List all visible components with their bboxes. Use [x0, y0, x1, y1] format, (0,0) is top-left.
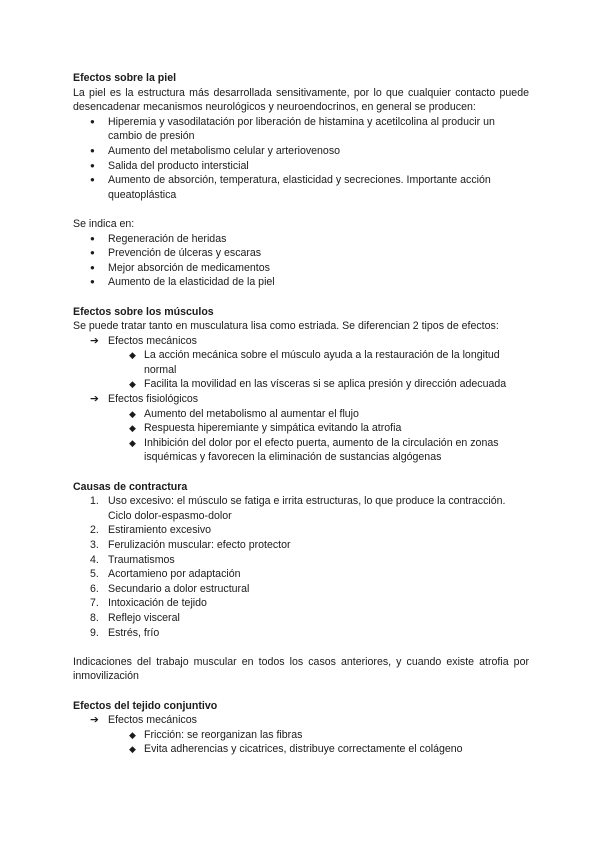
arrow-right-icon: ➔ — [90, 714, 99, 727]
item-number: 5. — [90, 568, 99, 581]
list-item — [73, 626, 529, 641]
item-text: Traumatismos — [108, 553, 175, 566]
item-number: 9. — [90, 626, 99, 639]
arrow-right-icon: ➔ — [90, 334, 99, 347]
piel-effects-list — [73, 115, 529, 203]
list-item: ● Aumento de absorción, temperatura, elasticidad y secreciones. Importante acción queatoplástica — [73, 173, 529, 202]
list-item: ● Prevención de úlceras y escaras — [73, 246, 529, 261]
item-text: Acortamieno por adaptación — [108, 568, 241, 581]
item-number: 7. — [90, 597, 99, 610]
heading-piel: Efectos sobre la piel — [73, 72, 177, 84]
heading-conjuntivo: Efectos del tejido conjuntivo — [73, 699, 218, 712]
item-text: Uso excesivo: el músculo se fatiga e irrita estructuras, lo que produce la contracción. Ciclo dolor-espasmo-dolor — [108, 495, 506, 522]
document-content — [73, 71, 529, 757]
group-label: Efectos fisiológicos — [108, 393, 199, 406]
list-item: ◆ La acción mecánica sobre el músculo ayuda a la restauración de la longitud normal — [73, 348, 529, 377]
causes-list — [73, 494, 529, 640]
arrow-right-icon: ➔ — [90, 393, 99, 406]
list-item — [73, 523, 529, 538]
item-number: 6. — [90, 582, 99, 595]
conjuntivo-mecanicos-list — [73, 728, 529, 757]
item-text: Secundario a dolor estructural — [108, 582, 250, 595]
group-item — [73, 713, 529, 728]
item-text: Ferulización muscular: efecto protector — [108, 539, 291, 551]
section-contractura — [73, 480, 529, 684]
list-item: ◆ Inhibición del dolor por el efecto puerta, aumento de la circulación en zonas isquémicas y favorecen la eliminación de sustancias algógenas — [73, 436, 529, 465]
heading-musculos: Efectos sobre los músculos — [73, 305, 214, 318]
list-item — [73, 567, 529, 582]
list-item — [73, 611, 529, 626]
list-item: ◆ Respuesta hiperemiante y simpática evitando la atrofia — [73, 421, 529, 436]
item-text: Reflejo visceral — [108, 611, 180, 624]
piel-intro: La piel es la estructura más desarrollada sensitivamente, por lo que cualquier contacto puede desencadenar mecanismos neurológicos y neuroendocrinos, en general se producen: — [73, 86, 529, 114]
musculos-mecanicos-list — [73, 348, 529, 392]
musculos-intro: Se puede tratar tanto en musculatura lisa como estriada. Se diferencian 2 tipos de efectos: — [73, 320, 499, 333]
group-item — [73, 392, 529, 407]
heading-contractura: Causas de contractura — [73, 480, 188, 493]
list-item — [73, 538, 529, 553]
group-label: Efectos mecánicos — [108, 714, 197, 727]
list-item — [73, 494, 529, 523]
item-number: 8. — [90, 611, 99, 624]
musculos-fisiologicos-list — [73, 407, 529, 465]
item-number: 4. — [90, 553, 99, 566]
list-item: ● Aumento de la elasticidad de la piel — [73, 275, 529, 290]
section-piel — [73, 71, 529, 290]
item-number: 1. — [90, 495, 99, 508]
list-item: ● Aumento del metabolismo celular y arteriovenoso — [73, 144, 529, 159]
list-item: ● Salida del producto intersticial — [73, 159, 529, 174]
list-item — [73, 582, 529, 597]
item-number: 2. — [90, 524, 99, 537]
item-text: Estrés, frío — [108, 626, 160, 639]
contractura-note: Indicaciones del trabajo muscular en todos los casos anteriores, y cuando existe atrofia por inmovilización — [73, 655, 529, 683]
item-number: 3. — [90, 539, 99, 551]
conjuntivo-groups — [73, 713, 529, 728]
section-musculos — [73, 305, 529, 466]
group-label: Efectos mecánicos — [108, 334, 197, 347]
list-item: ◆ Facilita la movilidad en las vísceras si se aplica presión y dirección adecuada — [73, 377, 529, 392]
list-item: ◆ Fricción: se reorganizan las fibras — [73, 728, 529, 743]
list-item: ◆ Aumento del metabolismo al aumentar el flujo — [73, 407, 529, 422]
list-item: ● Hiperemia y vasodilatación por liberación de histamina y acetilcolina al producir un cambio de presión — [73, 115, 529, 144]
musculos-groups-2 — [73, 392, 529, 407]
list-item: ◆ Evita adherencias y cicatrices, distribuye correctamente el colágeno — [73, 742, 529, 757]
piel-indica-label: Se indica en: — [73, 217, 135, 230]
section-conjuntivo — [73, 699, 529, 757]
musculos-groups — [73, 334, 529, 349]
list-item — [73, 596, 529, 611]
group-item — [73, 334, 529, 349]
list-item: ● Regeneración de heridas — [73, 232, 529, 247]
item-text: Intoxicación de tejido — [108, 597, 207, 610]
item-text: Estiramiento excesivo — [108, 524, 212, 537]
piel-indications-list — [73, 232, 529, 290]
list-item: ● Mejor absorción de medicamentos — [73, 261, 529, 276]
list-item — [73, 553, 529, 568]
